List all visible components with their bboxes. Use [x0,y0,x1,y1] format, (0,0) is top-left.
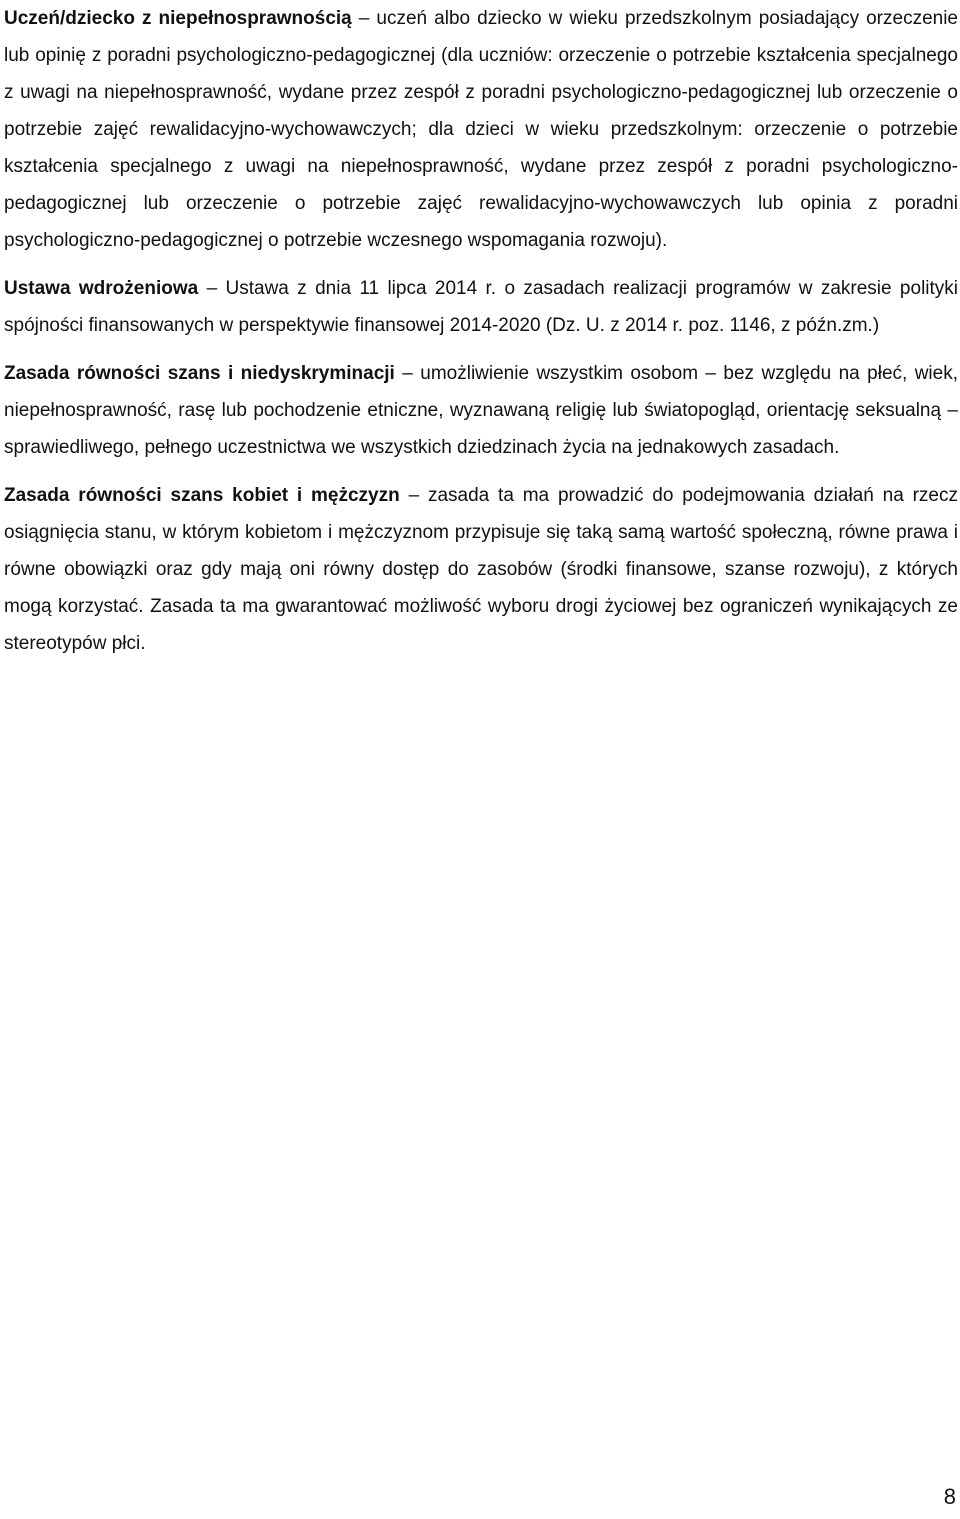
glossary-entry-gender-equality [4,477,958,662]
term-separator: – [402,363,413,384]
glossary-term: Zasada równości szans i niedyskryminacji [4,363,395,384]
glossary-term: Uczeń/dziecko z niepełnosprawnością [4,8,352,29]
glossary-term: Zasada równości szans kobiet i mężczyzn [4,485,400,506]
term-separator: – [358,8,370,29]
glossary-definition: umożliwienie wszystkim osobom – bez względu na płeć, wiek, niepełnosprawność, rasę lub pochodzenie etniczne, wyznawaną religię lub światopogląd, orientację seksualną – sprawiedliwego, pełnego uczestnictwa we wszystkich dziedzinach życia na jednakowych zasadach. [4,363,958,458]
glossary-entry-disabled-student [4,0,958,259]
term-separator: – [206,278,218,299]
glossary-entry-implementation-act [4,270,958,344]
page-number: 8 [943,1484,956,1509]
document-page [4,0,958,662]
glossary-definition: Ustawa z dnia 11 lipca 2014 r. o zasadach realizacji programów w zakresie polityki spójności finansowanych w perspektywie finansowej 2014-2020 (Dz. U. z 2014 r. poz. 1146, z późn.zm.) [4,278,959,336]
glossary-definition: zasada ta ma prowadzić do podejmowania działań na rzecz osiągnięcia stanu, w którym kobietom i mężczyznom przypisuje się taką samą wartość społeczną, równe prawa i równe obowiązki oraz gdy mają oni równy dostęp do zasobów (środki finansowe, szanse rozwoju), z których mogą korzystać. Zasada ta ma gwarantować możliwość wyboru drogi życiowej bez ograniczeń wynikających ze stereotypów płci. [4,485,958,654]
glossary-definition: uczeń albo dziecko w wieku przedszkolnym posiadający orzeczenie lub opinię z poradni psychologiczno-pedagogicznej (dla uczniów: orzeczenie o potrzebie kształcenia specjalnego z uwagi na niepełnosprawność, wydane przez zespół z poradni psychologiczno-pedagogicznej lub orzeczenie o potrzebie zajęć rewalidacyjno-wychowawczych; dla dzieci w wieku przedszkolnym: orzeczenie o potrzebie kształcenia specjalnego z uwagi na niepełnosprawność, wydane przez zespół z poradni psychologiczno-pedagogicznej lub orzeczenie o potrzebie zajęć rewalidacyjno-wychowawczych lub opinia z poradni psychologiczno-pedagogicznej o potrzebie wczesnego wspomagania rozwoju). [4,8,959,251]
glossary-entry-equal-opportunity [4,355,958,466]
term-separator: – [408,485,420,506]
glossary-term: Ustawa wdrożeniowa [4,278,199,299]
